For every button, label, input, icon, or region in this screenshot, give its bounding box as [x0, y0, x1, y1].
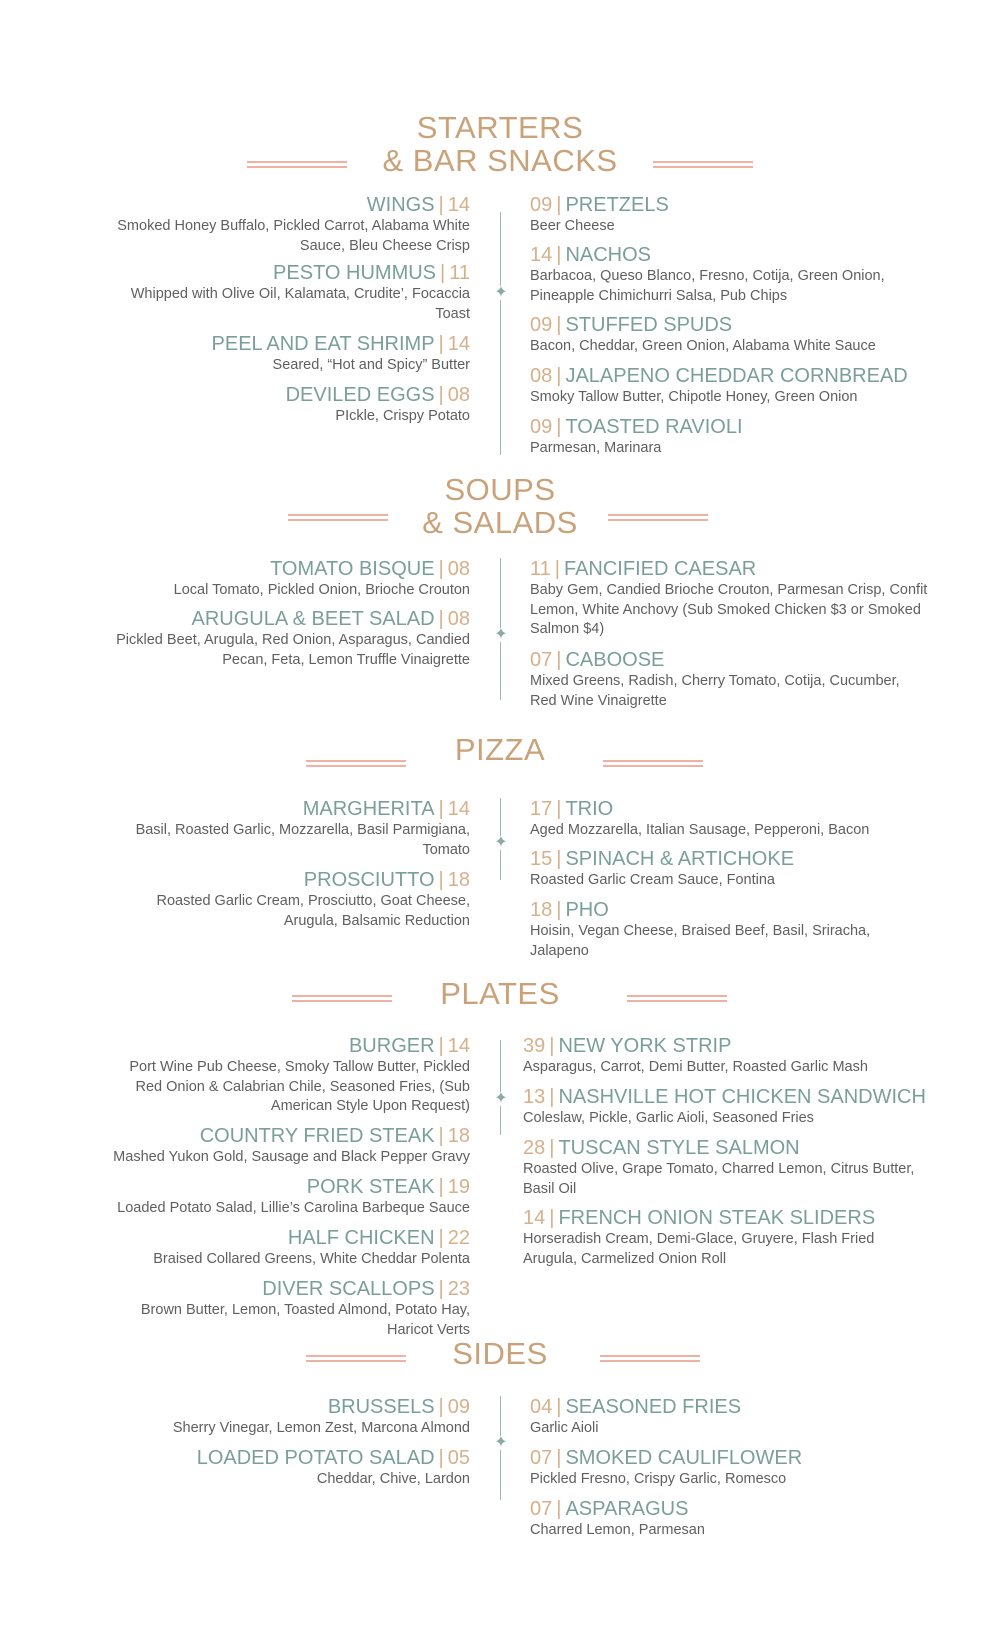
column-divider: [500, 1040, 501, 1135]
sparkle-icon: ✦: [494, 1434, 508, 1451]
item-name: TRIO: [565, 798, 614, 820]
item-title-line: [530, 649, 930, 672]
price-separator: |: [556, 365, 562, 387]
price-separator: |: [556, 1498, 562, 1520]
price-separator: |: [549, 1137, 555, 1159]
item-title-line: [530, 1498, 930, 1521]
menu-item-fancified-caesar: [530, 558, 930, 640]
item-name: STUFFED SPUDS: [565, 314, 733, 336]
price-separator: |: [556, 798, 562, 820]
decorative-rule-right: [600, 1355, 700, 1362]
item-title-line: [530, 848, 930, 871]
price-separator: |: [556, 899, 562, 921]
item-name: TUSCAN STYLE SALMON: [558, 1137, 800, 1159]
item-name: MARGHERITA: [302, 798, 435, 820]
menu-item-nashville-hot-chicken-sandwich: [523, 1086, 926, 1129]
item-description: Smoked Honey Buffalo, Pickled Carrot, Alabama White Sauce, Bleu Cheese Crisp: [117, 218, 470, 254]
menu-item-nachos: [530, 244, 930, 306]
item-price: 14: [447, 1035, 470, 1057]
price-separator: |: [440, 262, 446, 284]
menu-item-pesto-hummus: [100, 262, 470, 324]
item-name: DIVER SCALLOPS: [262, 1278, 435, 1300]
menu-item-spinach-and-artichoke: [530, 848, 930, 891]
item-description: Seared, “Hot and Spicy” Butter: [272, 357, 470, 373]
section-title-line: PIZZA: [454, 732, 546, 767]
item-name: SPINACH & ARTICHOKE: [565, 848, 795, 870]
price-separator: |: [438, 1035, 444, 1057]
decorative-rule-right: [608, 514, 708, 521]
menu-item-brussels: [100, 1396, 470, 1439]
decorative-rule-right: [653, 161, 753, 168]
item-price: 11: [530, 558, 551, 580]
price-separator: |: [438, 1125, 444, 1147]
item-title-line: [100, 1447, 470, 1470]
section-title-line: SOUPS: [444, 472, 556, 507]
item-title-line: [100, 1125, 470, 1148]
item-price: 09: [530, 416, 553, 438]
item-description: Sherry Vinegar, Lemon Zest, Marcona Almond: [172, 1420, 470, 1436]
price-separator: |: [556, 649, 562, 671]
section-title-line: & SALADS: [422, 505, 578, 540]
item-title-line: [100, 262, 470, 285]
item-name: PRETZELS: [565, 194, 669, 216]
item-name: NASHVILLE HOT CHICKEN SANDWICH: [558, 1086, 926, 1108]
item-description: Port Wine Pub Cheese, Smoky Tallow Butter, Pickled Red Onion & Calabrian Chile, Seasoned Fries, (Sub American Style Upon Request): [129, 1059, 470, 1114]
item-price: 15: [530, 848, 553, 870]
price-separator: |: [549, 1086, 555, 1108]
price-separator: |: [556, 244, 562, 266]
price-separator: |: [438, 384, 444, 406]
item-title-line: [530, 899, 930, 922]
item-name: SMOKED CAULIFLOWER: [565, 1447, 803, 1469]
menu-item-stuffed-spuds: [530, 314, 930, 357]
item-description: Asparagus, Carrot, Demi Butter, Roasted Garlic Mash: [523, 1059, 868, 1075]
section-title-sides: [0, 1337, 1000, 1370]
item-price: 14: [447, 194, 470, 216]
price-separator: |: [438, 558, 444, 580]
item-title-line: [530, 1396, 930, 1419]
item-title-line: [530, 558, 930, 581]
menu-item-wings: [100, 194, 470, 256]
menu-item-jalapeno-cheddar-cornbread: [530, 365, 930, 408]
item-name: ARUGULA & BEET SALAD: [191, 608, 435, 630]
price-separator: |: [556, 416, 562, 438]
section-title-line: STARTERS: [416, 110, 584, 145]
item-price: 04: [530, 1396, 553, 1418]
price-separator: |: [438, 194, 444, 216]
item-name: SEASONED FRIES: [565, 1396, 742, 1418]
item-name: PEEL AND EAT SHRIMP: [211, 333, 435, 355]
item-price: 09: [530, 194, 553, 216]
item-title-line: [100, 798, 470, 821]
item-title-line: [100, 558, 470, 581]
item-title-line: [100, 608, 470, 631]
item-price: 05: [447, 1447, 470, 1469]
item-name: FRENCH ONION STEAK SLIDERS: [558, 1207, 876, 1229]
item-name: DEVILED EGGS: [285, 384, 435, 406]
item-description: Beer Cheese: [530, 218, 615, 234]
item-title-line: [530, 365, 930, 388]
menu-item-smoked-cauliflower: [530, 1447, 930, 1490]
menu-item-seasoned-fries: [530, 1396, 930, 1439]
item-title-line: [100, 194, 470, 217]
section-title-plates: [0, 977, 1000, 1010]
item-name: LOADED POTATO SALAD: [196, 1447, 435, 1469]
item-description: PIckle, Crispy Potato: [335, 408, 470, 424]
item-name: ASPARAGUS: [565, 1498, 689, 1520]
price-separator: |: [438, 1396, 444, 1418]
item-title-line: [100, 1227, 470, 1250]
item-name: WINGS: [366, 194, 435, 216]
menu-item-loaded-potato-salad: [100, 1447, 470, 1490]
item-title-line: [523, 1035, 923, 1058]
price-separator: |: [556, 194, 562, 216]
menu-item-half-chicken: [100, 1227, 470, 1270]
item-price: 23: [447, 1278, 470, 1300]
item-description: Baby Gem, Candied Brioche Crouton, Parmesan Crisp, Confit Lemon, White Anchovy (Sub Smoked Chicken $3 or Smoked Salmon $4): [530, 582, 928, 637]
item-name: TOASTED RAVIOLI: [565, 416, 743, 438]
item-description: Parmesan, Marinara: [530, 440, 662, 456]
item-description: Brown Butter, Lemon, Toasted Almond, Potato Hay, Haricot Verts: [140, 1302, 470, 1338]
price-separator: |: [438, 1176, 444, 1198]
price-separator: |: [438, 1278, 444, 1300]
item-description: Mixed Greens, Radish, Cherry Tomato, Cotija, Cucumber, Red Wine Vinaigrette: [530, 673, 900, 709]
sparkle-icon: ✦: [494, 626, 508, 643]
item-name: PHO: [565, 899, 609, 921]
item-description: Basil, Roasted Garlic, Mozzarella, Basil Parmigiana, Tomato: [135, 822, 470, 858]
item-price: 18: [447, 1125, 470, 1147]
decorative-rule-left: [306, 760, 406, 767]
menu-item-deviled-eggs: [100, 384, 470, 427]
item-title-line: [530, 314, 930, 337]
item-price: 18: [530, 899, 553, 921]
item-name: PESTO HUMMUS: [273, 262, 437, 284]
menu-item-margherita: [100, 798, 470, 860]
menu-item-caboose: [530, 649, 930, 711]
menu-item-tuscan-style-salmon: [523, 1137, 923, 1199]
section-title-soups: [0, 473, 1000, 539]
item-name: JALAPENO CHEDDAR CORNBREAD: [565, 365, 908, 387]
section-title-pizza: [0, 733, 1000, 766]
item-description: Hoisin, Vegan Cheese, Braised Beef, Basil, Sriracha, Jalapeno: [530, 923, 871, 959]
item-price: 08: [530, 365, 553, 387]
price-separator: |: [549, 1035, 555, 1057]
sparkle-icon: ✦: [494, 834, 508, 851]
price-separator: |: [438, 869, 444, 891]
item-description: Bacon, Cheddar, Green Onion, Alabama White Sauce: [530, 338, 876, 354]
price-separator: |: [556, 1396, 562, 1418]
item-name: COUNTRY FRIED STEAK: [199, 1125, 435, 1147]
item-description: Horseradish Cream, Demi-Glace, Gruyere, Flash Fried Arugula, Carmelized Onion Roll: [523, 1231, 875, 1267]
price-separator: |: [438, 1447, 444, 1469]
item-title-line: [100, 869, 470, 892]
menu-item-trio: [530, 798, 930, 841]
item-price: 07: [530, 649, 553, 671]
item-title-line: [523, 1086, 926, 1109]
item-name: NACHOS: [565, 244, 652, 266]
item-price: 18: [447, 869, 470, 891]
item-title-line: [530, 1447, 930, 1470]
item-title-line: [530, 194, 930, 217]
item-description: Braised Collared Greens, White Cheddar Polenta: [153, 1251, 470, 1267]
item-title-line: [530, 416, 930, 439]
item-price: 07: [530, 1447, 553, 1469]
menu-item-pork-steak: [100, 1176, 470, 1219]
item-price: 19: [447, 1176, 470, 1198]
menu-item-asparagus: [530, 1498, 930, 1541]
price-separator: |: [549, 1207, 555, 1229]
menu-item-pretzels: [530, 194, 930, 237]
item-name: NEW YORK STRIP: [558, 1035, 732, 1057]
price-separator: |: [556, 314, 562, 336]
item-name: HALF CHICKEN: [287, 1227, 435, 1249]
item-description: Local Tomato, Pickled Onion, Brioche Crouton: [173, 582, 470, 598]
item-price: 08: [447, 384, 470, 406]
price-separator: |: [556, 1447, 562, 1469]
item-name: PORK STEAK: [306, 1176, 435, 1198]
menu-item-french-onion-steak-sliders: [523, 1207, 923, 1269]
section-title-line: PLATES: [440, 976, 560, 1011]
price-separator: |: [438, 1227, 444, 1249]
item-price: 09: [530, 314, 553, 336]
item-description: Roasted Olive, Grape Tomato, Charred Lemon, Citrus Butter, Basil Oil: [523, 1161, 915, 1197]
menu-item-tomato-bisque: [100, 558, 470, 601]
item-description: Charred Lemon, Parmesan: [530, 1522, 705, 1538]
item-title-line: [530, 244, 930, 267]
item-description: Roasted Garlic Cream Sauce, Fontina: [530, 872, 775, 888]
item-price: 14: [447, 333, 470, 355]
item-description: Pickled Fresno, Crispy Garlic, Romesco: [530, 1471, 787, 1487]
decorative-rule-left: [306, 1355, 406, 1362]
menu-item-diver-scallops: [100, 1278, 470, 1340]
item-description: Roasted Garlic Cream, Prosciutto, Goat Cheese, Arugula, Balsamic Reduction: [156, 893, 470, 929]
item-name: TOMATO BISQUE: [270, 558, 435, 580]
item-price: 08: [447, 608, 470, 630]
decorative-rule-right: [603, 760, 703, 767]
item-name: BRUSSELS: [327, 1396, 435, 1418]
item-price: 39: [523, 1035, 546, 1057]
price-separator: |: [438, 798, 444, 820]
section-title-starters: [0, 111, 1000, 177]
item-title-line: [100, 1176, 470, 1199]
item-description: Mashed Yukon Gold, Sausage and Black Pepper Gravy: [113, 1149, 470, 1165]
item-title-line: [523, 1137, 923, 1160]
item-description: Smoky Tallow Butter, Chipotle Honey, Green Onion: [530, 389, 858, 405]
item-price: 13: [523, 1086, 546, 1108]
item-title-line: [100, 1396, 470, 1419]
menu-item-pho: [530, 899, 930, 961]
column-divider: [500, 212, 501, 455]
price-separator: |: [554, 558, 560, 580]
item-price: 09: [447, 1396, 470, 1418]
item-price: 07: [530, 1498, 553, 1520]
menu-item-country-fried-steak: [100, 1125, 470, 1168]
item-description: Aged Mozzarella, Italian Sausage, Pepperoni, Bacon: [530, 822, 870, 838]
item-title-line: [523, 1207, 923, 1230]
sparkle-icon: ✦: [494, 284, 508, 301]
price-separator: |: [438, 608, 444, 630]
sparkle-icon: ✦: [494, 1090, 508, 1107]
item-price: 17: [530, 798, 553, 820]
decorative-rule-left: [247, 161, 347, 168]
decorative-rule-right: [627, 995, 727, 1002]
item-name: FANCIFIED CAESAR: [563, 558, 757, 580]
menu-item-toasted-ravioli: [530, 416, 930, 459]
menu-item-arugula-and-beet-salad: [100, 608, 470, 670]
price-separator: |: [556, 848, 562, 870]
item-description: Cheddar, Chive, Lardon: [316, 1471, 470, 1487]
item-title-line: [100, 333, 470, 356]
section-title-line: & BAR SNACKS: [382, 143, 618, 178]
item-price: 11: [449, 262, 470, 284]
decorative-rule-left: [288, 514, 388, 521]
item-price: 08: [447, 558, 470, 580]
item-title-line: [530, 798, 930, 821]
item-description: Whipped with Olive Oil, Kalamata, Crudite’, Focaccia Toast: [130, 286, 470, 322]
item-description: Loaded Potato Salad, Lillie’s Carolina Barbeque Sauce: [117, 1200, 470, 1216]
menu-item-prosciutto: [100, 869, 470, 931]
item-name: PROSCIUTTO: [303, 869, 435, 891]
item-description: Coleslaw, Pickle, Garlic Aioli, Seasoned Fries: [523, 1110, 814, 1126]
item-price: 14: [523, 1207, 546, 1229]
item-description: Pickled Beet, Arugula, Red Onion, Asparagus, Candied Pecan, Feta, Lemon Truffle Vinaigrette: [116, 632, 470, 668]
item-price: 28: [523, 1137, 546, 1159]
item-name: CABOOSE: [565, 649, 665, 671]
decorative-rule-left: [292, 995, 392, 1002]
price-separator: |: [438, 333, 444, 355]
item-price: 22: [447, 1227, 470, 1249]
menu-item-peel-and-eat-shrimp: [100, 333, 470, 376]
item-description: Barbacoa, Queso Blanco, Fresno, Cotija, Green Onion, Pineapple Chimichurri Salsa, Pub Chips: [530, 268, 885, 304]
menu-item-burger: [100, 1035, 470, 1117]
item-title-line: [100, 1278, 470, 1301]
menu-item-new-york-strip: [523, 1035, 923, 1078]
item-title-line: [100, 384, 470, 407]
item-price: 14: [447, 798, 470, 820]
section-title-line: SIDES: [452, 1336, 548, 1371]
item-description: Garlic Aioli: [530, 1420, 599, 1436]
item-title-line: [100, 1035, 470, 1058]
item-name: BURGER: [348, 1035, 435, 1057]
item-price: 14: [530, 244, 553, 266]
